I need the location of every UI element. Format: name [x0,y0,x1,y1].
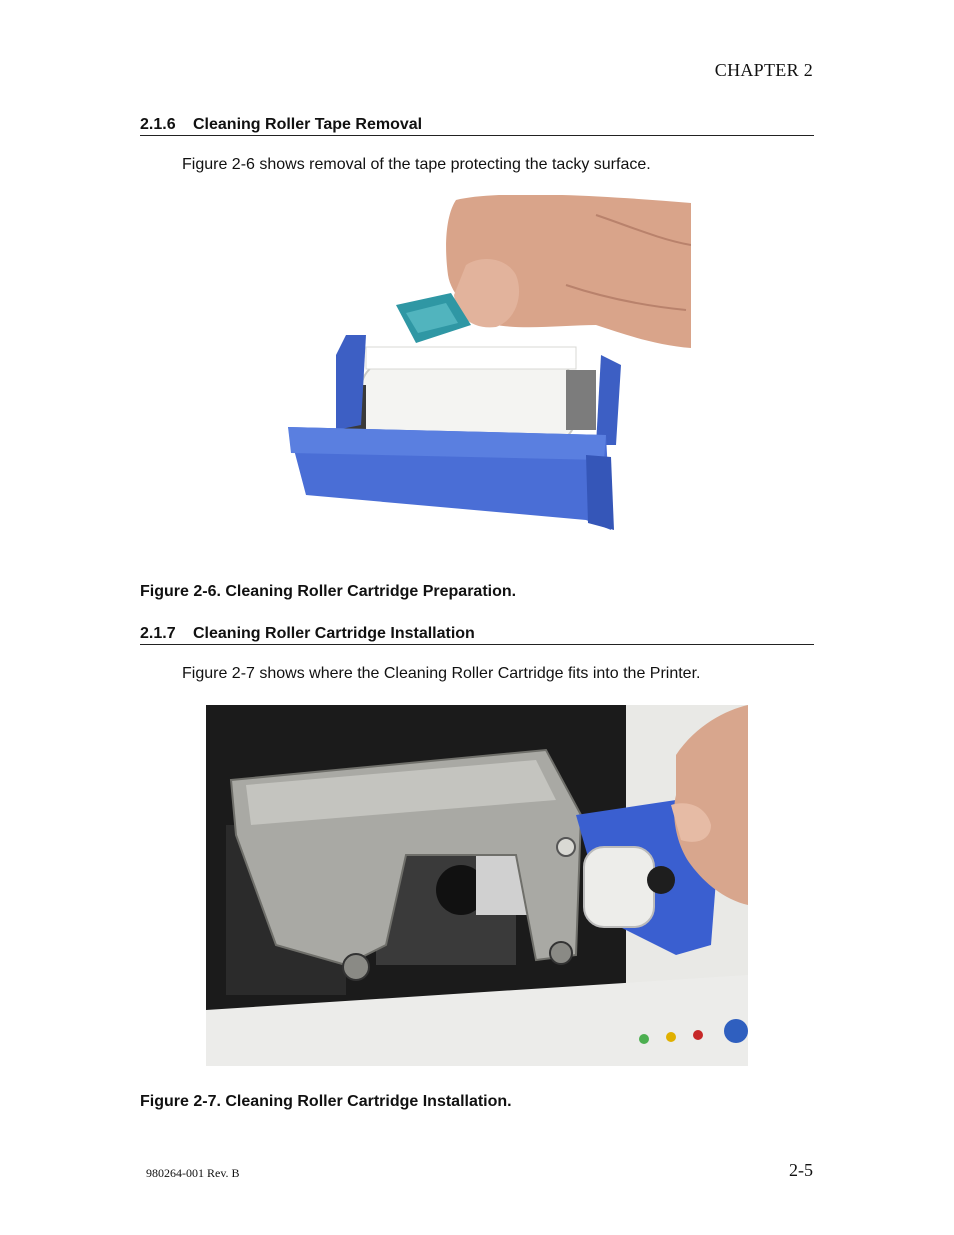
chapter-header: CHAPTER 2 [714,60,813,80]
section-paragraph: Figure 2-6 shows removal of the tape protecting the tacky surface. [182,156,651,173]
cartridge-tape-removal-illustration [266,195,691,557]
figure-caption-2-7: Figure 2-7. Cleaning Roller Cartridge Installation. [140,1093,512,1110]
section-heading-2-1-7 [140,625,814,645]
section-number: 2.1.7 [140,625,176,642]
document-number: 980264-001 Rev. B [146,1166,240,1180]
figure-2-7-photo [206,705,748,1066]
section-number: 2.1.6 [140,116,176,133]
section-title: Cleaning Roller Tape Removal [193,116,423,133]
page-number: 2-5 [789,1160,813,1180]
section-paragraph: Figure 2-7 shows where the Cleaning Roller Cartridge fits into the Printer. [182,665,701,682]
printer-installation-illustration [206,705,748,1066]
figure-caption-2-6: Figure 2-6. Cleaning Roller Cartridge Preparation. [140,583,517,600]
figure-2-6-photo [266,195,691,557]
section-heading-2-1-6 [140,116,814,136]
section-title: Cleaning Roller Cartridge Installation [193,625,475,642]
